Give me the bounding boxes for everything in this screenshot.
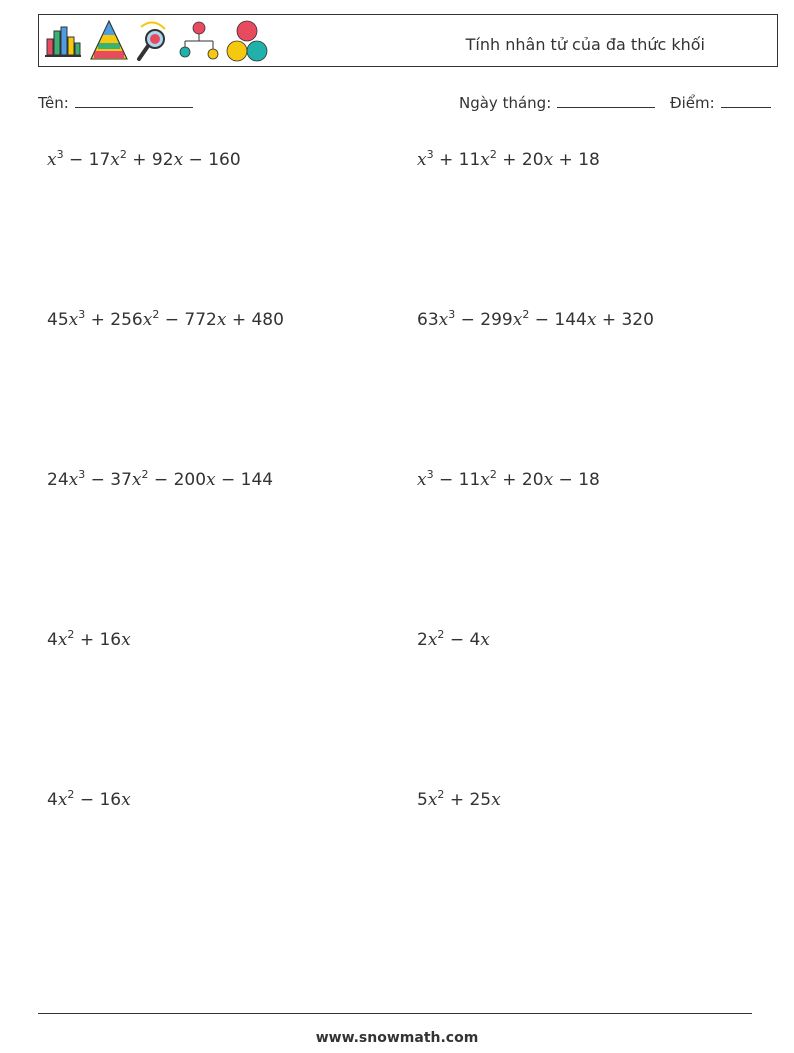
- term-coefficient: − 160: [183, 150, 241, 170]
- term-variable: x: [480, 150, 490, 170]
- term-exponent: 2: [437, 628, 445, 641]
- term-variable: x: [427, 630, 438, 650]
- problem-7: [47, 630, 131, 650]
- term-variable: x: [543, 470, 554, 490]
- term-exponent: 2: [67, 788, 75, 801]
- term-coefficient: + 92: [126, 150, 174, 170]
- term-coefficient: − 299: [455, 310, 513, 330]
- problem-6: [417, 470, 600, 490]
- term-coefficient: − 144: [529, 310, 587, 330]
- problem-4: [417, 310, 654, 330]
- term-exponent: 2: [522, 308, 530, 321]
- term-coefficient: − 772: [159, 310, 217, 330]
- term-coefficient: − 16: [74, 790, 122, 810]
- term-variable: x: [68, 310, 79, 330]
- term-coefficient: − 17: [63, 150, 111, 170]
- name-field[interactable]: [38, 93, 193, 112]
- problem-2: [417, 150, 600, 170]
- term-exponent: 2: [152, 308, 160, 321]
- term-coefficient: − 37: [85, 470, 132, 490]
- term-coefficient: + 25: [444, 790, 492, 810]
- term-coefficient: + 16: [74, 630, 122, 650]
- term-coefficient: + 320: [596, 310, 654, 330]
- term-coefficient: 45: [47, 310, 69, 330]
- problem-8: [417, 630, 490, 650]
- problem-9: [47, 790, 131, 810]
- term-variable: x: [417, 470, 427, 490]
- term-exponent: 2: [489, 148, 497, 161]
- term-coefficient: 2: [417, 630, 428, 650]
- term-coefficient: − 200: [148, 470, 207, 490]
- term-variable: x: [142, 310, 153, 330]
- problem-3: [47, 310, 284, 330]
- term-coefficient: + 18: [553, 150, 600, 170]
- term-variable: x: [480, 470, 490, 490]
- term-variable: x: [47, 150, 57, 170]
- term-variable: x: [512, 310, 523, 330]
- term-variable: x: [206, 470, 216, 490]
- term-exponent: 3: [78, 308, 86, 321]
- term-coefficient: 4: [47, 630, 58, 650]
- term-variable: x: [491, 790, 501, 810]
- term-variable: x: [480, 630, 490, 650]
- term-variable: x: [121, 790, 131, 810]
- tree-diagram-icon: [177, 19, 221, 63]
- term-variable: x: [216, 310, 227, 330]
- term-coefficient: − 11: [433, 470, 481, 490]
- score-blank[interactable]: [721, 93, 771, 108]
- term-coefficient: + 20: [496, 470, 544, 490]
- term-variable: x: [110, 150, 120, 170]
- term-variable: x: [68, 470, 79, 490]
- term-coefficient: + 11: [433, 150, 481, 170]
- term-exponent: 3: [78, 468, 86, 481]
- term-variable: x: [438, 310, 449, 330]
- term-coefficient: 63: [417, 310, 439, 330]
- term-exponent: 2: [67, 628, 75, 641]
- number-circles-icon: [225, 19, 269, 65]
- term-coefficient: − 4: [444, 630, 481, 650]
- term-coefficient: 5: [417, 790, 428, 810]
- score-field[interactable]: [670, 93, 771, 112]
- name-blank[interactable]: [75, 93, 193, 108]
- term-exponent: 2: [119, 148, 127, 161]
- term-coefficient: − 18: [553, 470, 600, 490]
- worksheet-title: Tính nhân tử của đa thức khối: [465, 35, 705, 54]
- term-variable: x: [57, 630, 68, 650]
- bar-chart-icon: [43, 19, 83, 59]
- term-exponent: 2: [489, 468, 497, 481]
- magnifier-icon: [135, 19, 171, 63]
- term-variable: x: [543, 150, 554, 170]
- term-coefficient: + 20: [496, 150, 544, 170]
- term-variable: x: [586, 310, 597, 330]
- date-blank[interactable]: [557, 93, 655, 108]
- term-variable: x: [427, 790, 438, 810]
- term-variable: x: [173, 150, 184, 170]
- problem-5: [47, 470, 273, 490]
- score-label: Điểm:: [670, 94, 715, 112]
- problem-10: [417, 790, 501, 810]
- footer-url: www.snowmath.com: [315, 1030, 479, 1046]
- term-coefficient: + 480: [226, 310, 284, 330]
- term-coefficient: + 256: [85, 310, 143, 330]
- term-coefficient: 24: [47, 470, 69, 490]
- date-label: Ngày tháng:: [459, 94, 552, 112]
- term-exponent: 3: [426, 148, 434, 161]
- problem-1: [47, 150, 241, 170]
- term-variable: x: [121, 630, 131, 650]
- term-coefficient: − 144: [215, 470, 274, 490]
- term-exponent: 2: [437, 788, 445, 801]
- worksheet-header: [38, 14, 778, 67]
- name-label: Tên:: [38, 94, 69, 112]
- term-variable: x: [57, 790, 68, 810]
- pyramid-icon: [89, 19, 129, 61]
- term-variable: x: [417, 150, 427, 170]
- term-exponent: 3: [426, 468, 434, 481]
- term-exponent: 2: [141, 468, 149, 481]
- term-exponent: 3: [448, 308, 456, 321]
- date-field[interactable]: [459, 93, 655, 112]
- footer-divider: [38, 1013, 752, 1014]
- term-coefficient: 4: [47, 790, 58, 810]
- term-exponent: 3: [56, 148, 64, 161]
- term-variable: x: [131, 470, 142, 490]
